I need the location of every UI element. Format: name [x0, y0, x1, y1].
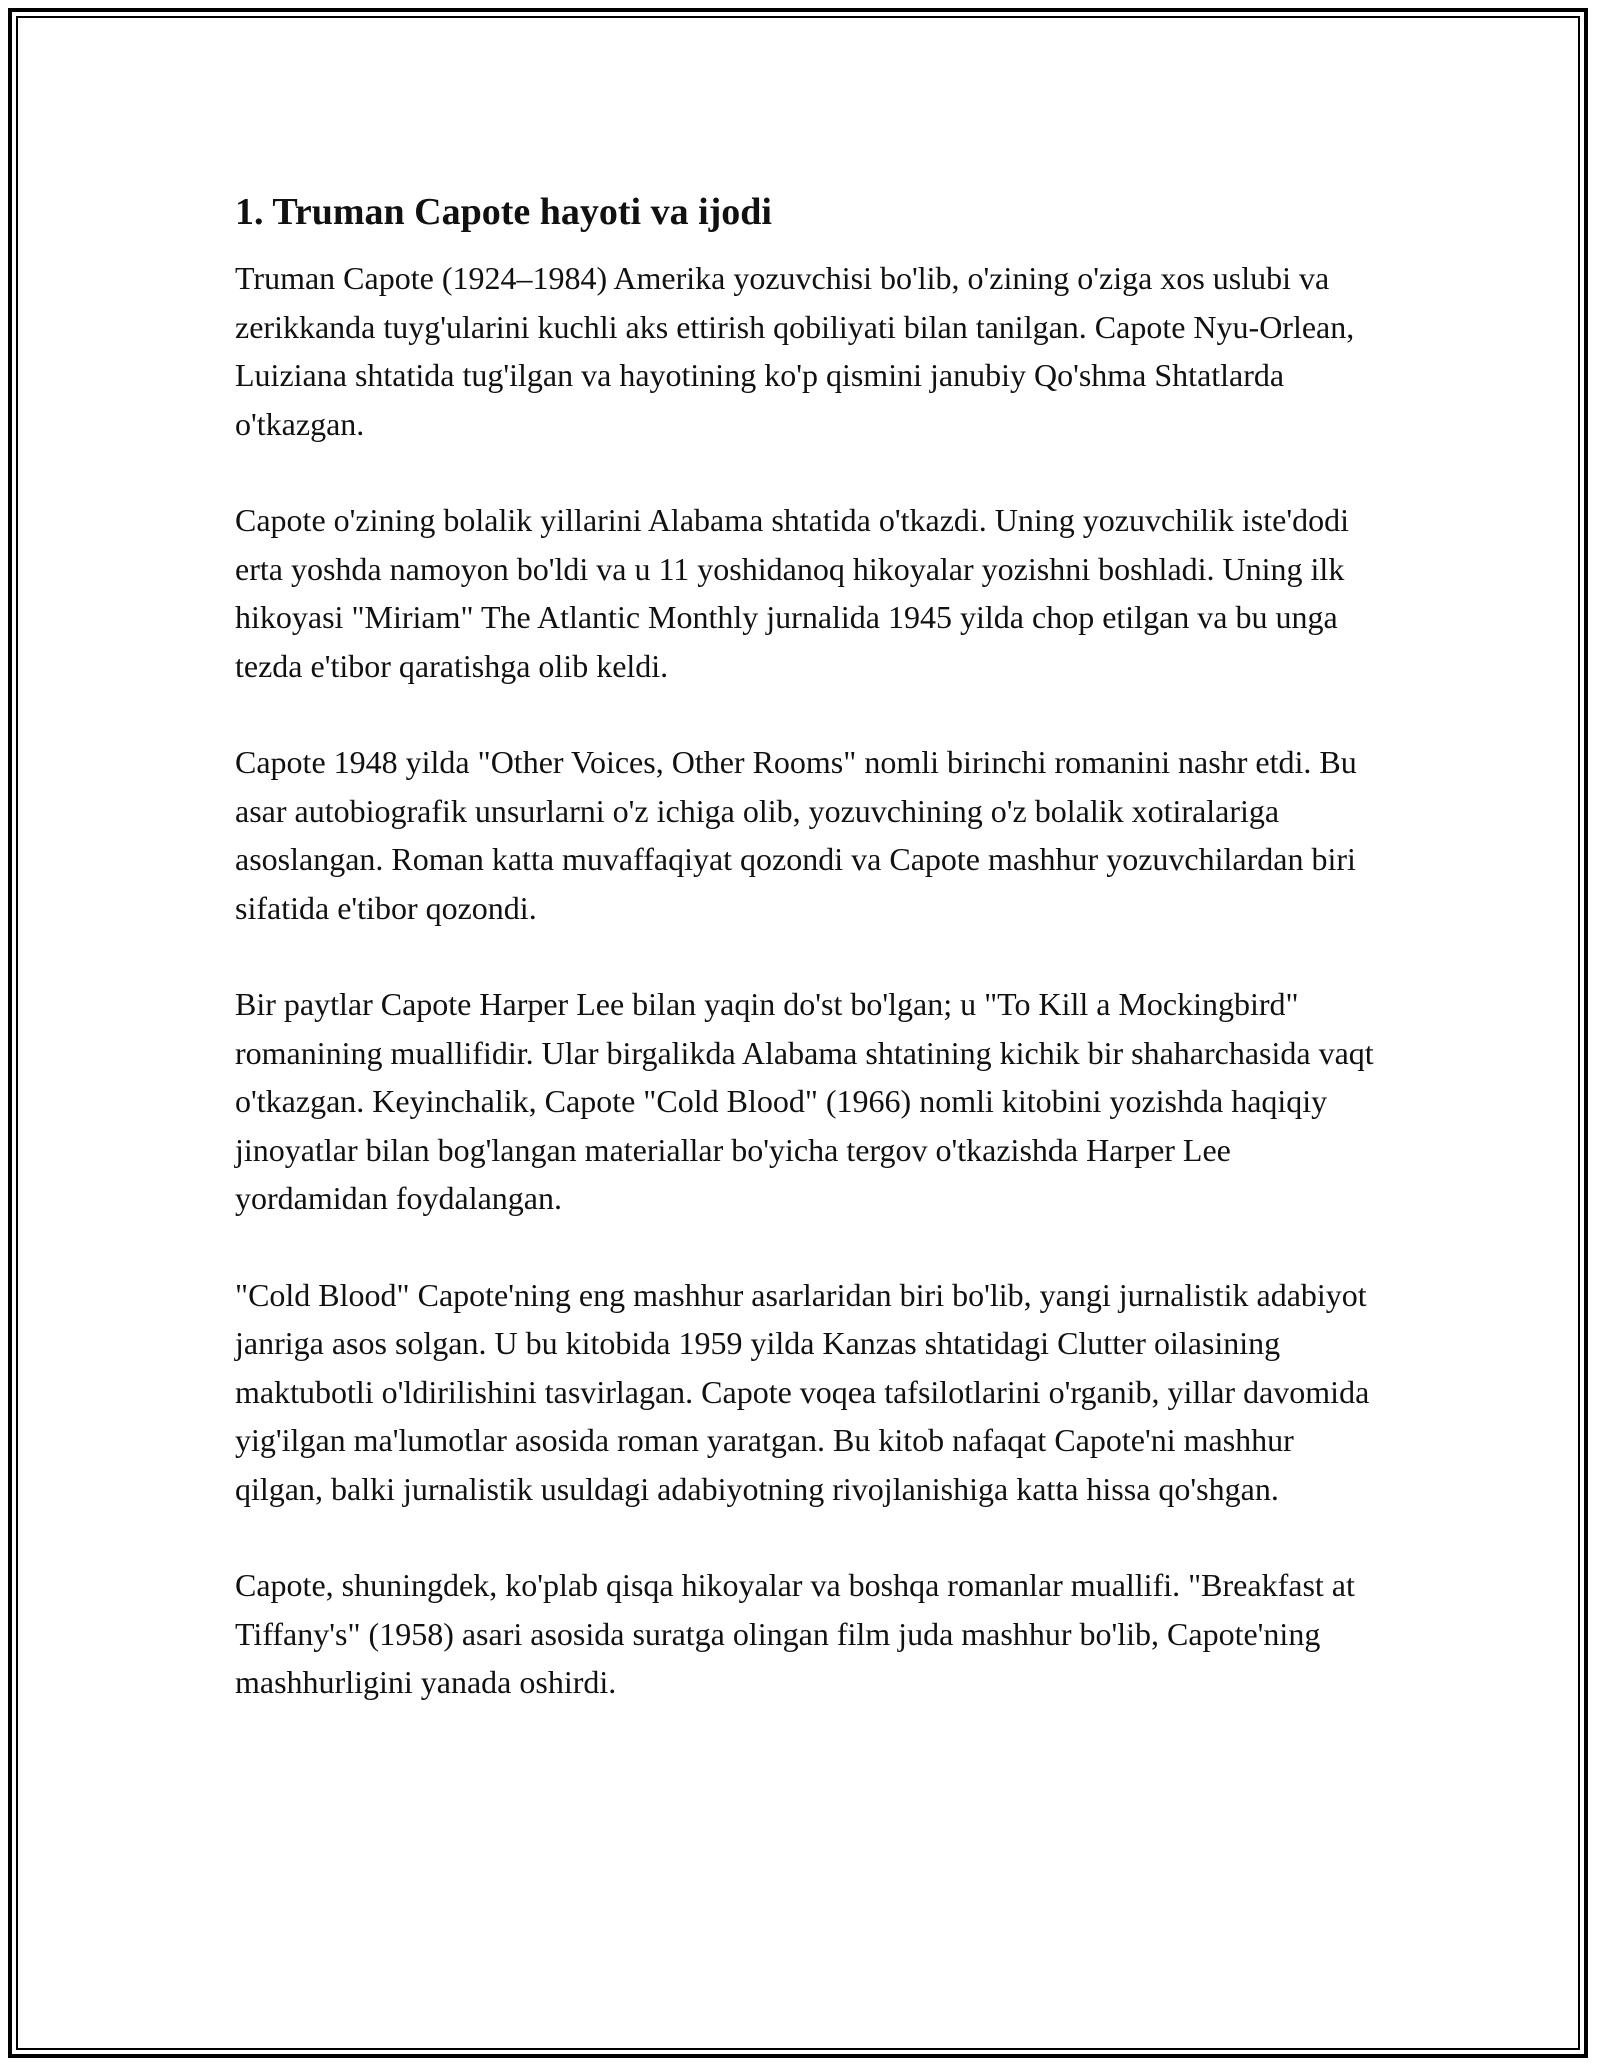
- paragraph-5: "Cold Blood" Capote'ning eng mashhur asarlaridan biri bo'lib, yangi jurnalistik adabiyot janriga asos solgan. U bu kitobida 1959 yilda Kanzas shtatidagi Clutter oilasining maktubotli o'ldirilishini tasvirlagan. Capote voqea tafsilotlarini o'rganib, yillar davomida yig'ilgan ma'lumotlar asosida roman yaratgan. Bu kitob nafaqat Capote'ni mashhur qilgan, balki jurnalistik usuldagi adabiyotning rivojlanishiga katta hissa qo'shgan.: [235, 1276, 1370, 1507]
- section-heading: 1. Truman Capote hayoti va ijodi: [235, 191, 772, 233]
- paragraph-1: Truman Capote (1924–1984) Amerika yozuvchisi bo'lib, o'zining o'ziga xos uslubi va zerikkanda tuyg'ularini kuchli aks ettirish qobiliyati bilan tanilgan. Capote Nyu-Orlean, Luiziana shtatida tug'ilgan va hayotining ko'p qismini janubiy Qo'shma Shtatlarda o'tkazgan.: [235, 260, 1355, 442]
- paragraph-2: Capote o'zining bolalik yillarini Alabama shtatida o'tkazdi. Uning yozuvchilik iste'dodi erta yoshda namoyon bo'ldi va u 11 yoshidanoq hikoyalar yozishni boshladi. Uning ilk hikoyasi "Miriam" The Atlantic Monthly jurnalida 1945 yilda chop etilgan va bu unga tezda e'tibor qaratishga olib keldi.: [235, 502, 1349, 684]
- paragraph-3: Capote 1948 yilda "Other Voices, Other Rooms" nomli birinchi romanini nashr etdi. Bu asar autobiografik unsurlarni o'z ichiga olib, yozuvchining o'z bolalik xotiralariga asoslangan. Roman katta muvaffaqiyat qozondi va Capote mashhur yozuvchilardan biri sifatida e'tibor qozondi.: [235, 744, 1357, 926]
- document-body: [235, 184, 1380, 1755]
- paragraph-4: Bir paytlar Capote Harper Lee bilan yaqin do'st bo'lgan; u "To Kill a Mockingbird" romanining muallifidir. Ular birgalikda Alabama shtatining kichik bir shaharchasida vaqt o'tkazgan. Keyinchalik, Capote "Cold Blood" (1966) nomli kitobini yozishda haqiqiy jinoyatlar bilan bog'langan materiallar bo'yicha tergov o'tkazishda Harper Lee yordamidan foydalangan.: [235, 986, 1374, 1216]
- paragraph-6: Capote, shuningdek, ko'plab qisqa hikoyalar va boshqa romanlar muallifi. "Breakfast at Tiffany's" (1958) asari asosida suratga olingan film juda mashhur bo'lib, Capote'ning mashhurligini yanada oshirdi.: [235, 1567, 1355, 1700]
